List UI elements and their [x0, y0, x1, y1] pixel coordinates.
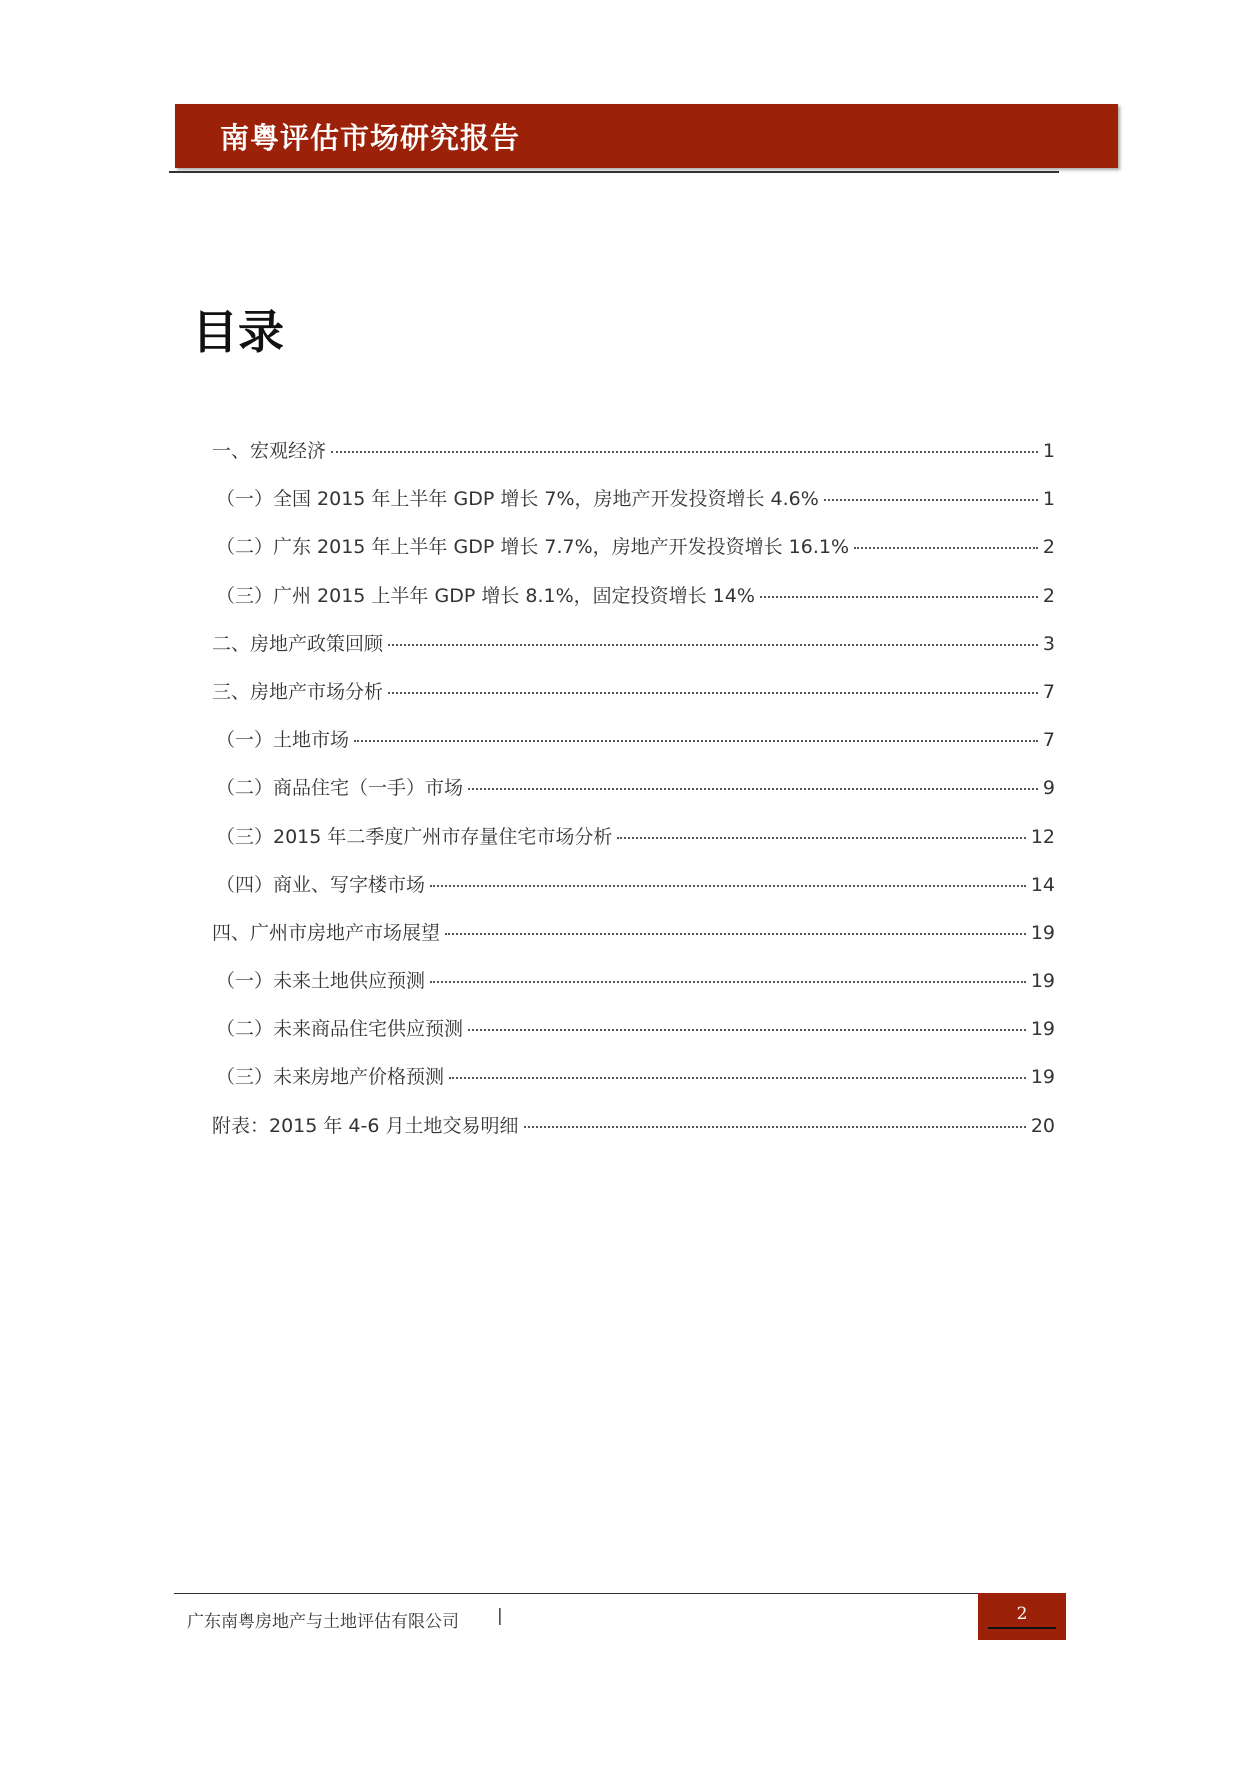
toc-entry-page: 19	[1030, 970, 1055, 993]
toc-heading: 目录	[192, 305, 284, 359]
toc-entry-page: 3	[1042, 632, 1055, 655]
toc-entry-page: 12	[1030, 825, 1055, 848]
toc-entry[interactable]	[212, 1062, 1055, 1110]
toc-dot-leader	[449, 1077, 1026, 1079]
toc-entry-page: 14	[1030, 873, 1055, 896]
toc-dot-leader	[468, 1029, 1026, 1031]
toc-dot-leader	[430, 981, 1026, 983]
toc-entry-title: （三）2015 年二季度广州市存量住宅市场分析	[216, 825, 613, 848]
toc-entry-title: （二）未来商品住宅供应预测	[216, 1018, 464, 1041]
toc-entry-title: （三）广州 2015 上半年 GDP 增长 8.1%，固定投资增长 14%	[216, 584, 755, 607]
toc-entry-title: （一）土地市场	[216, 729, 350, 752]
page-number: 2	[1016, 1604, 1028, 1624]
toc-dot-leader	[388, 692, 1038, 694]
toc-entry[interactable]	[212, 629, 1055, 677]
toc-entry[interactable]	[212, 918, 1055, 966]
header-divider	[169, 171, 1059, 173]
toc-dot-leader	[354, 740, 1038, 742]
toc-entry-title: 三、房地产市场分析	[212, 680, 384, 703]
toc-dot-leader	[617, 837, 1025, 839]
toc-dot-leader	[468, 788, 1038, 790]
toc-entry-title: 二、房地产政策回顾	[212, 632, 384, 655]
toc-entry[interactable]	[212, 436, 1055, 484]
toc-entry-page: 2	[1042, 536, 1055, 559]
toc-dot-leader	[430, 885, 1026, 887]
toc-entry[interactable]	[212, 773, 1055, 821]
page-number-underline	[988, 1627, 1056, 1629]
toc-entry-page: 19	[1030, 921, 1055, 944]
toc-entry[interactable]	[212, 725, 1055, 773]
toc-dot-leader	[524, 1126, 1026, 1128]
toc-entry-page: 7	[1042, 729, 1055, 752]
footer-separator: |	[497, 1606, 503, 1626]
toc-entry-title: （二）商品住宅（一手）市场	[216, 777, 464, 800]
toc-entry-title: （一）全国 2015 年上半年 GDP 增长 7%，房地产开发投资增长 4.6%	[216, 488, 819, 511]
footer-divider	[174, 1593, 980, 1594]
toc-entry[interactable]	[212, 484, 1055, 532]
table-of-contents	[212, 436, 1055, 1159]
toc-entry-title: （二）广东 2015 年上半年 GDP 增长 7.7%，房地产开发投资增长 16.1%	[216, 536, 850, 559]
toc-entry[interactable]	[212, 677, 1055, 725]
toc-entry-page: 19	[1030, 1066, 1055, 1089]
toc-entry[interactable]	[212, 1111, 1055, 1159]
report-title: 南粤评估市场研究报告	[220, 121, 521, 155]
toc-entry-title: 四、广州市房地产市场展望	[212, 921, 441, 944]
toc-entry-title: 附表：2015 年 4-6 月土地交易明细	[212, 1114, 519, 1137]
toc-entry[interactable]	[212, 581, 1055, 629]
toc-entry-page: 1	[1042, 440, 1055, 462]
toc-dot-leader	[824, 499, 1038, 501]
header-banner	[175, 104, 1118, 168]
toc-entry-title: （四）商业、写字楼市场	[216, 873, 426, 896]
toc-entry-page: 2	[1042, 584, 1055, 607]
toc-dot-leader	[331, 451, 1038, 453]
page-number-badge	[978, 1593, 1066, 1640]
toc-dot-leader	[760, 596, 1038, 598]
toc-entry-title: （一）未来土地供应预测	[216, 970, 426, 993]
toc-dot-leader	[388, 644, 1038, 646]
footer-company-name: 广东南粤房地产与土地评估有限公司	[187, 1612, 459, 1632]
toc-entry-page: 7	[1042, 680, 1055, 703]
toc-entry[interactable]	[212, 1014, 1055, 1062]
toc-entry-page: 19	[1030, 1018, 1055, 1041]
toc-dot-leader	[854, 547, 1038, 549]
toc-entry[interactable]	[212, 822, 1055, 870]
toc-dot-leader	[445, 933, 1026, 935]
toc-entry-page: 9	[1042, 777, 1055, 800]
toc-entry[interactable]	[212, 966, 1055, 1014]
toc-entry[interactable]	[212, 532, 1055, 580]
toc-entry[interactable]	[212, 870, 1055, 918]
toc-entry-page: 20	[1030, 1114, 1055, 1137]
toc-entry-title: 一、宏观经济	[212, 440, 327, 462]
toc-entry-title: （三）未来房地产价格预测	[216, 1066, 445, 1089]
toc-entry-page: 1	[1042, 488, 1055, 511]
